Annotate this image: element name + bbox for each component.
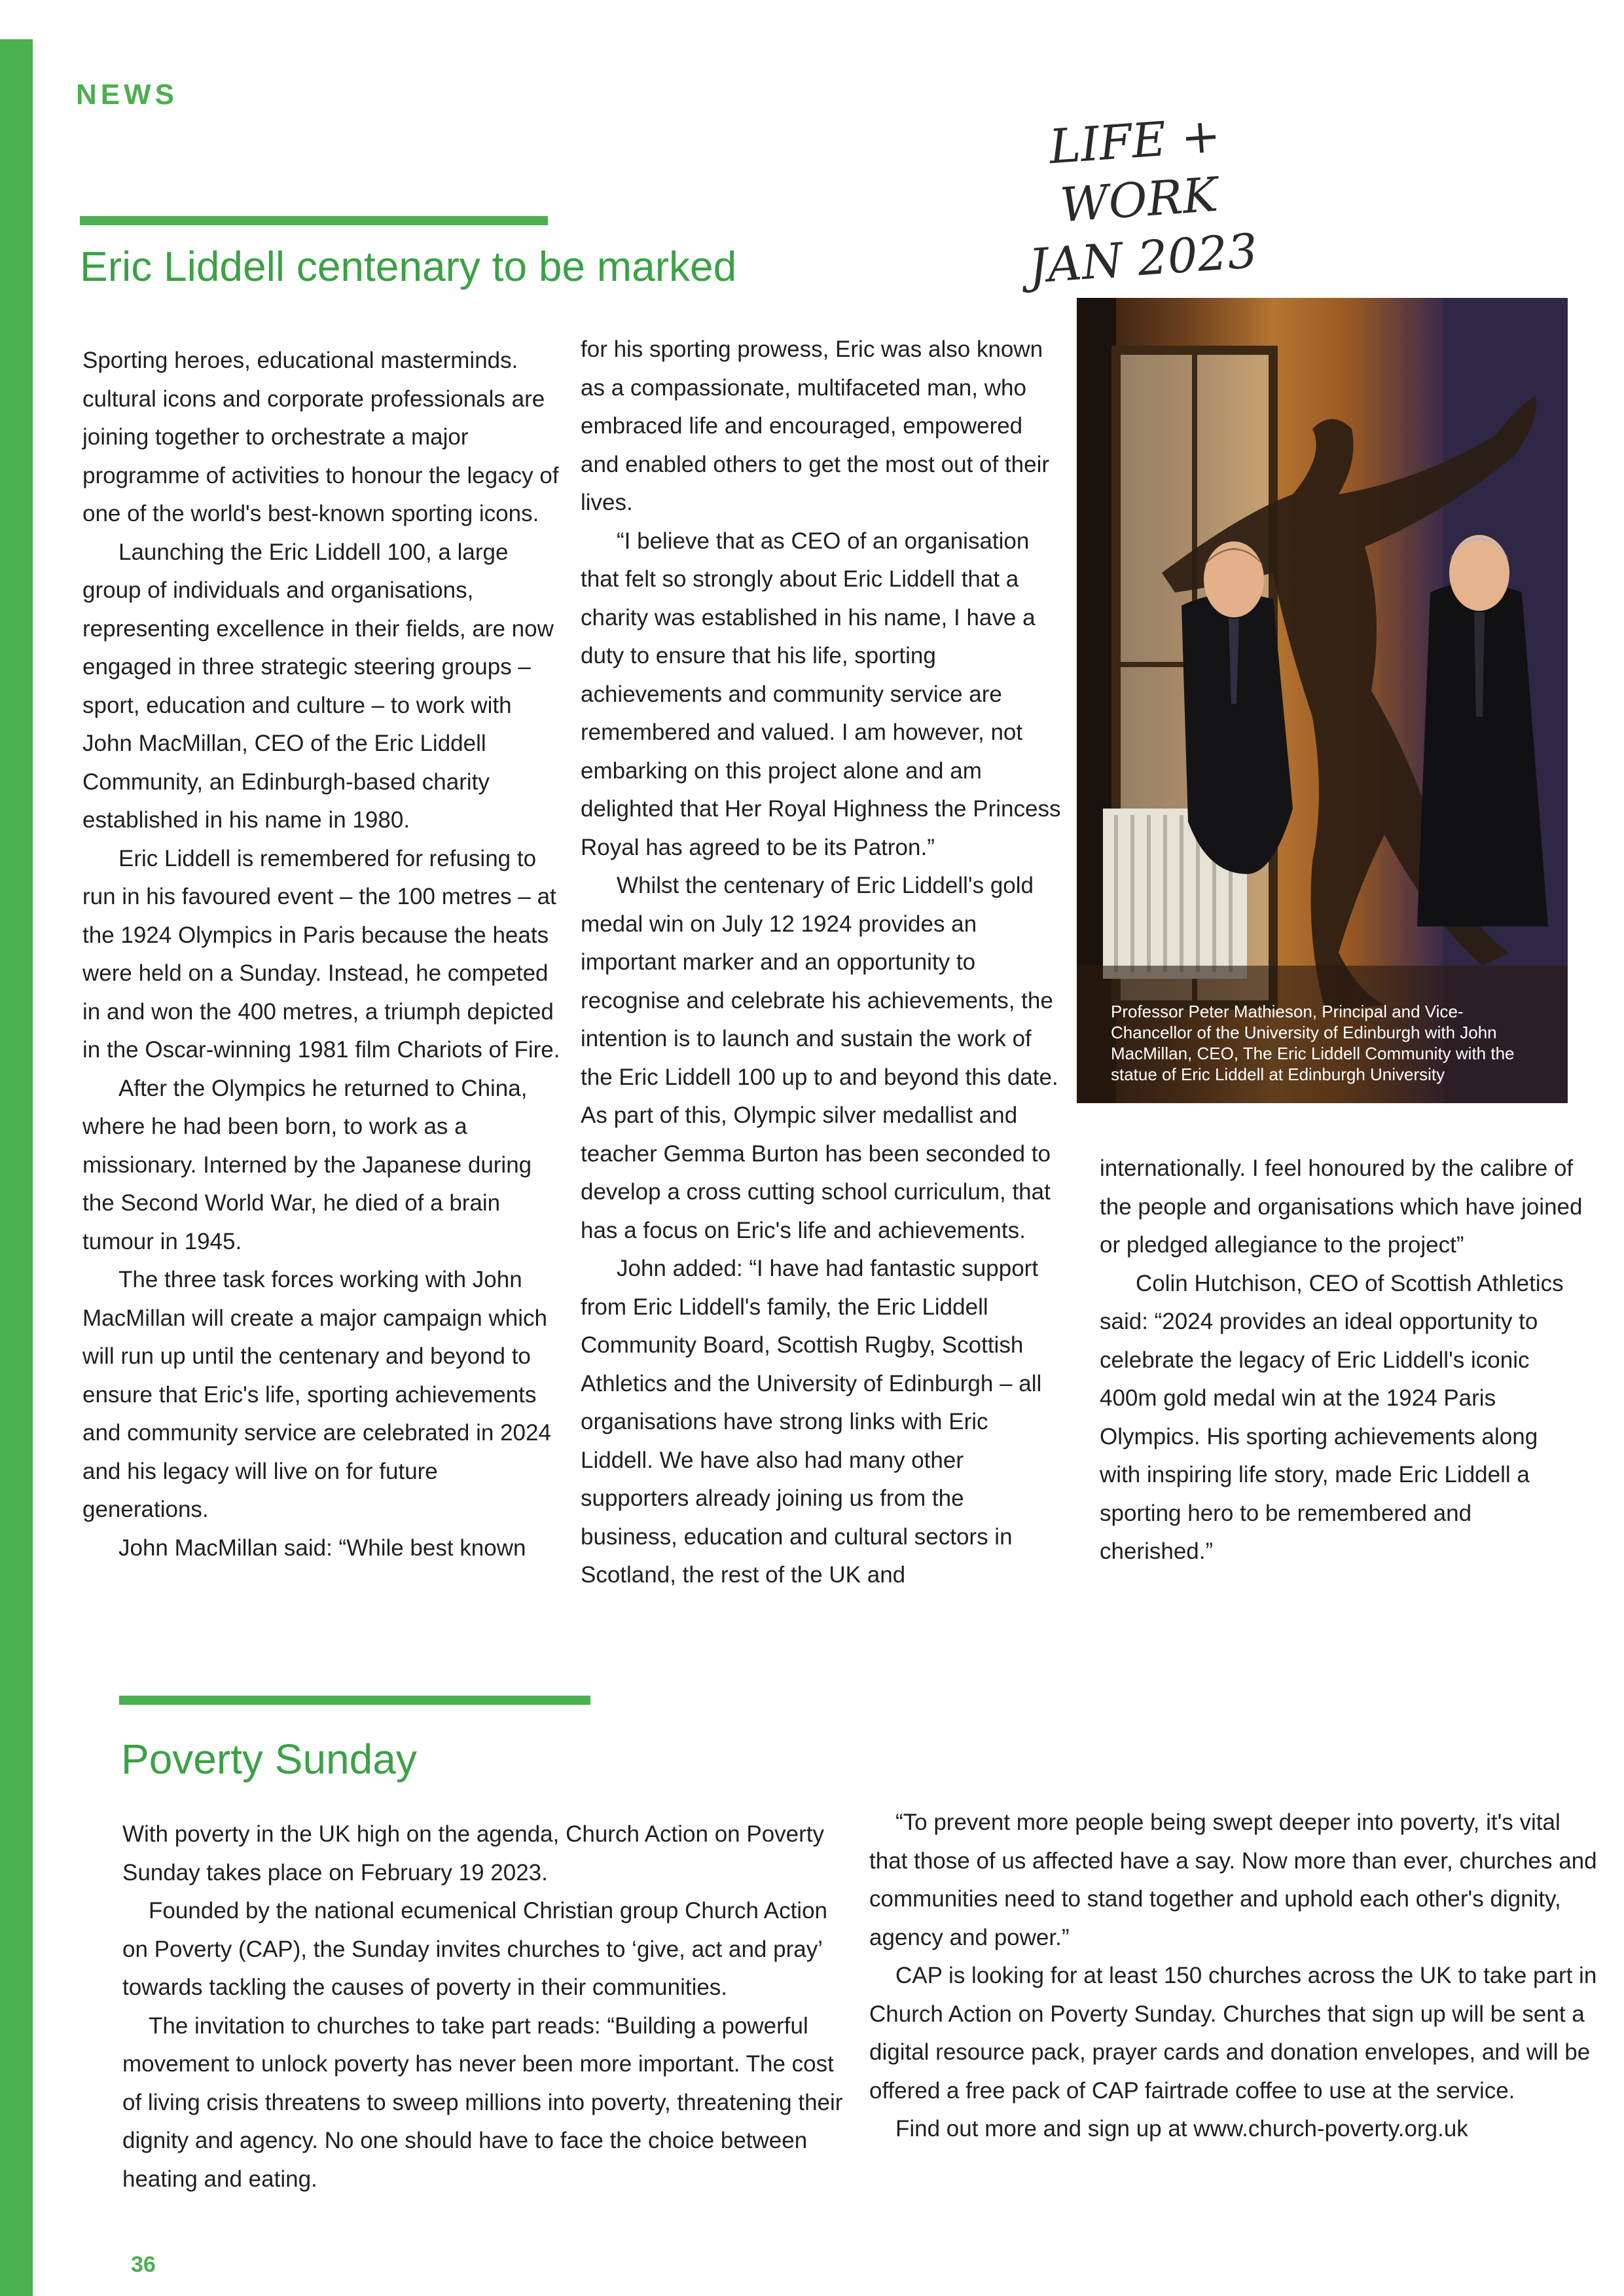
paragraph: The three task forces working with John MacMillan will create a major campaign which will run up until the centenary and beyond to ensure that Eric's life, sporting achievements and community service are celebrated in 2024 and his legacy will live on for future generations. xyxy=(82,1267,551,1522)
paragraph: Founded by the national ecumenical Christian group Church Action on Poverty (CAP), the Sunday invites churches to ‘give, act and pray’ towards tackling the causes of poverty in their communities. xyxy=(122,1898,828,2000)
paragraph: “To prevent more people being swept deeper into poverty, it's vital that those of us affected have a say. Now more than ever, churches and communities need to stand together and uphold each other's dignity, agency and power.” xyxy=(869,1810,1597,1950)
paragraph: With poverty in the UK high on the agenda, Church Action on Poverty Sunday takes place on February 19 2023. xyxy=(122,1821,825,1886)
paragraph: Find out more and sign up at www.church-poverty.org.uk xyxy=(895,2116,1468,2141)
article-column-3 xyxy=(1100,1150,1584,1571)
paragraph: The invitation to churches to take part reads: “Building a powerful movement to unlock poverty has never been more important. The cost of living crisis threatens to sweep millions into poverty, threatening their dignity and agency. No one should have to face the choice between heating and eating. xyxy=(122,2013,843,2192)
paragraph: for his sporting prowess, Eric was also known as a compassionate, multifaceted man, who embraced life and encouraged, empowered and enabled others to get the most out of their lives. xyxy=(581,337,1050,515)
photo-illustration xyxy=(1077,298,1568,1103)
article-title: Eric Liddell centenary to be marked xyxy=(80,243,737,290)
article-column-2 xyxy=(581,331,1065,1595)
paragraph: Eric Liddell is remembered for refusing to run in his favoured event – the 100 metres – at the 1924 Olympics in Paris because the heats were held on a Sunday. Instead, he competed in and won the 400 metres, a triumph depicted in the Oscar-winning 1981 film Chariots of Fire. xyxy=(82,845,560,1063)
paragraph: “I believe that as CEO of an organisation that felt so strongly about Eric Liddell that a charity was established in his name, I have a duty to ensure that his life, sporting achievements and community service are remembered and valued. I am however, not embarking on this project alone and am delighted that Her Royal Highness the Princess Royal has agreed to be its Patron.” xyxy=(581,528,1061,860)
article-title: Poverty Sunday xyxy=(121,1736,417,1783)
paragraph: Launching the Eric Liddell 100, a large group of individuals and organisations, representing excellence in their fields, are now engaged in three strategic steering groups – sport, education and culture – to work with John MacMillan, CEO of the Eric Liddell Community, an Edinburgh-based charity established in his name in 1980. xyxy=(82,539,554,833)
paragraph: Sporting heroes, educational masterminds. cultural icons and corporate professionals are joining together to orchestrate a major programme of activities to honour the legacy of one of the world's best-known sporting icons. xyxy=(82,348,559,526)
paragraph: Whilst the centenary of Eric Liddell's gold medal win on July 12 1924 provides an important marker and an opportunity to recognise and celebrate his achievements, the intention is to launch and sustain the work of the Eric Liddell 100 up to and beyond this date. As part of this, Olympic silver medallist and teacher Gemma Burton has been seconded to develop a cross cutting school curriculum, that has a focus on Eric's life and achievements. xyxy=(581,873,1058,1243)
handwritten-line-1: LIFE + WORK xyxy=(1047,107,1223,233)
left-accent-bar xyxy=(0,39,33,2296)
paragraph: After the Olympics he returned to China, where he had been born, to work as a missionary. Interned by the Japanese during the Second World War, he died of a brain tumour in 1945. xyxy=(82,1075,532,1254)
title-rule xyxy=(80,216,548,225)
paragraph: John added: “I have had fantastic support from Eric Liddell's family, the Eric Liddell Community Board, Scottish Rugby, Scottish Athletics and the University of Edinburgh – all organisations have strong links with Eric Liddell. We have also had many other supporters already joining us from the business, education and cultural sectors in Scotland, the rest of the UK and xyxy=(581,1256,1042,1588)
paragraph: Colin Hutchison, CEO of Scottish Athletics said: “2024 provides an ideal opportunity to celebrate the legacy of Eric Liddell's iconic 400m gold medal win at the 1924 Paris Olympics. His sporting achievements along with inspiring life story, made Eric Liddell a sporting hero to be remembered and cherished.” xyxy=(1100,1270,1564,1564)
title-rule xyxy=(119,1696,590,1705)
article-column-2 xyxy=(869,1804,1602,2149)
page-number: 36 xyxy=(131,2252,156,2277)
section-label: NEWS xyxy=(76,79,178,111)
photo-statue-eric-liddell xyxy=(1077,298,1568,1103)
paragraph: internationally. I feel honoured by the calibre of the people and organisations which have joined or pledged allegiance to the project” xyxy=(1100,1156,1583,1258)
article-column-1 xyxy=(82,342,567,1567)
paragraph: John MacMillan said: “While best known xyxy=(118,1535,526,1561)
article-column-1 xyxy=(122,1815,856,2198)
paragraph: CAP is looking for at least 150 churches across the UK to take part in Church Action on Poverty Sunday. Churches that sign up will be sent a digital resource pack, prayer cards and donation envelopes, and will be offered a free pack of CAP fairtrade coffee to use at the service. xyxy=(869,1963,1597,2104)
photo-caption: Professor Peter Mathieson, Principal and Vice-Chancellor of the University of Edinburgh with John MacMillan, CEO, The Eric Liddell Community with the statue of Eric Liddell at Edinburgh University xyxy=(1111,1002,1515,1084)
handwritten-note xyxy=(963,100,1315,300)
handwritten-line-2: JAN 2023 xyxy=(1026,223,1259,294)
